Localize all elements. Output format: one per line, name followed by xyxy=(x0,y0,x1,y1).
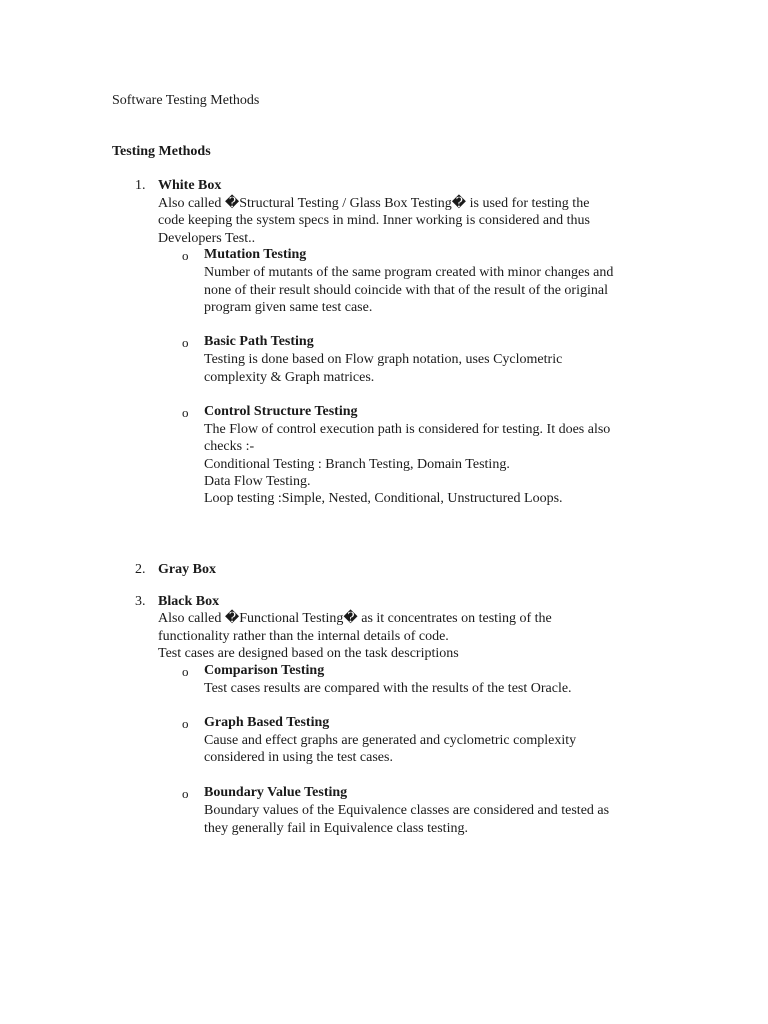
subitem-line: Data Flow Testing. xyxy=(204,474,311,489)
list-item-description-line: Also called �Functional Testing� as it concentrates on testing of the xyxy=(158,611,552,626)
subitem-line: Test cases results are compared with the results of the test Oracle. xyxy=(204,681,572,696)
subitem-line: The Flow of control execution path is considered for testing. It does also xyxy=(204,422,611,437)
subitem-line: Testing is done based on Flow graph notation, uses Cyclometric xyxy=(204,352,563,367)
bullet-marker: o xyxy=(182,405,189,420)
list-item-description-line: Test cases are designed based on the task descriptions xyxy=(158,646,459,661)
list-item-description-line: Developers Test.. xyxy=(158,231,256,246)
list-item-title: White Box xyxy=(158,178,222,193)
subitem-title: Comparison Testing xyxy=(204,663,325,678)
list-item-title: Black Box xyxy=(158,594,220,609)
subitem-line: Loop testing :Simple, Nested, Conditional, Unstructured Loops. xyxy=(204,491,563,506)
subitem-line: Number of mutants of the same program created with minor changes and xyxy=(204,265,614,280)
section-heading: Testing Methods xyxy=(112,144,211,159)
subitem-line: complexity & Graph matrices. xyxy=(204,370,375,385)
subitem-line: Boundary values of the Equivalence classes are considered and tested as xyxy=(204,803,610,818)
subitem-title: Graph Based Testing xyxy=(204,715,330,730)
document-title: Software Testing Methods xyxy=(112,93,260,108)
subitem-line: they generally fail in Equivalence class testing. xyxy=(204,821,468,836)
list-item-number: 2. xyxy=(135,562,146,577)
subitem-line: program given same test case. xyxy=(204,300,373,315)
subitem-line: considered in using the test cases. xyxy=(204,750,393,765)
list-item-description-line: code keeping the system specs in mind. Inner working is considered and thus xyxy=(158,213,590,228)
bullet-marker: o xyxy=(182,248,189,263)
list-item-description-line: functionality rather than the internal details of code. xyxy=(158,629,449,644)
subitem-title: Control Structure Testing xyxy=(204,404,358,419)
subitem-title: Mutation Testing xyxy=(204,247,307,262)
list-item-description-line: Also called �Structural Testing / Glass Box Testing� is used for testing the xyxy=(158,196,590,211)
list-item-number: 1. xyxy=(135,178,146,193)
subitem-title: Boundary Value Testing xyxy=(204,785,348,800)
list-item-number: 3. xyxy=(135,594,146,609)
subitem-line: none of their result should coincide with that of the result of the original xyxy=(204,283,608,298)
bullet-marker: o xyxy=(182,786,189,801)
list-item-title: Gray Box xyxy=(158,562,216,577)
subitem-title: Basic Path Testing xyxy=(204,334,314,349)
bullet-marker: o xyxy=(182,664,189,679)
bullet-marker: o xyxy=(182,716,189,731)
subitem-line: Conditional Testing : Branch Testing, Domain Testing. xyxy=(204,457,510,472)
subitem-line: Cause and effect graphs are generated and cyclometric complexity xyxy=(204,733,577,748)
bullet-marker: o xyxy=(182,335,189,350)
subitem-line: checks :- xyxy=(204,439,255,454)
